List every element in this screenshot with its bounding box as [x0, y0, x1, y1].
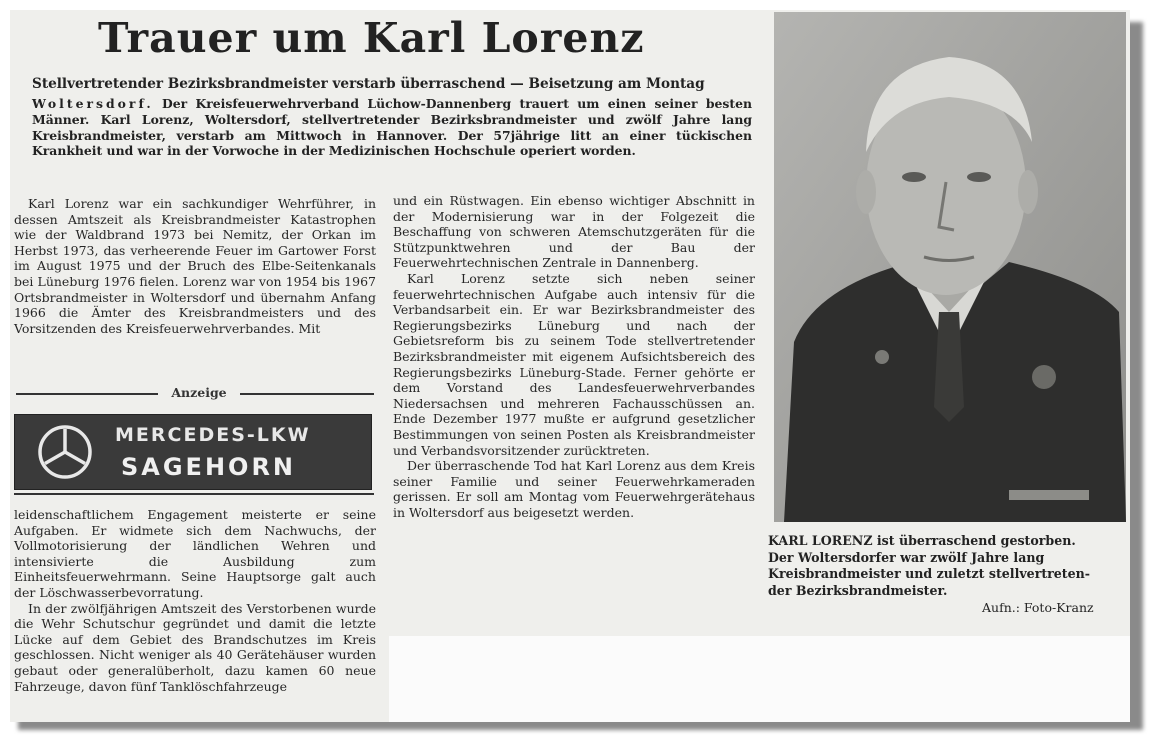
- divider: [14, 493, 374, 495]
- paragraph: In der zwölfjährigen Amtszeit des Verstorbenen wurde die Wehr Schutschur gegründet und damit die letzte Lücke auf dem Gebiet des Brandschutzes im Kreis geschlossen. Nicht weniger als 40 Gerätehäuser wurden gebaut oder generalüberholt, dazu kamen 60 neue Fahrzeuge, davon fünf Tanklöschfahrzeuge: [14, 600, 376, 694]
- divider: [16, 393, 158, 395]
- photo-caption: KARL LORENZ ist überraschend gestorben. Der Woltersdorfer war zwölf Jahre lang Kreisbrandmeister und zuletzt stellvertreten- der Bezirksbrandmeister.: [768, 533, 1091, 598]
- photo-credit: Aufn.: Foto-Kranz: [982, 600, 1094, 615]
- subheadline: Stellvertretender Bezirksbrandmeister verstarb überraschend — Beisetzung am Montag: [32, 76, 705, 92]
- paragraph: leidenschaftlichem Engagement meisterte er seine Aufgaben. Er widmete sich dem Nachwuchs, der Vollmotorisierung der ländlichen Wehren und intensivierte die Ausbildung zum Einheitsfeuerwehrmann. Seine Hauptsorge galt auch der Löschwasserbevorratung.: [14, 507, 376, 600]
- ad-label-line: [14, 385, 374, 403]
- advertisement-box: [14, 414, 372, 490]
- ad-line-2: SAGEHORN: [121, 453, 297, 481]
- lead-text: Der Kreisfeuerwehrverband Lüchow-Dannenberg trauert um einen seiner besten Männer. Karl Lorenz, Woltersdorf, stellvertretender Bezirksbrandmeister und zwölf Jahre lang Kreisbrandmeister, verstarb am Mittwoch in Hannover. Der 57jährige litt an einer tückischen Krankheit und war in der Vorwoche in der Medizinischen Hochschule operiert worden.: [32, 96, 752, 159]
- paragraph: Karl Lorenz war ein sachkundiger Wehrführer, in dessen Amtszeit als Kreisbrandmeister Katastrophen wie der Waldbrand 1973 bei Nemitz, der Orkan im Herbst 1973, das verheerende Feuer im Gartower Forst im August 1975 und der Bruch des Elbe-Seitenkanals bei Lüneburg 1976 fielen. Lorenz war von 1954 bis 1967 Ortsbrandmeister in Woltersdorf und übernahm Anfang 1966 die Ämter des Kreisbrandmeisters und des Vorsitzenden des Kreisfeuerwehrverbandes. Mit: [14, 196, 376, 336]
- divider: [240, 393, 374, 395]
- paragraph: und ein Rüstwagen. Ein ebenso wichtiger Abschnitt in der Modernisierung war in der Folgezeit die Beschaffung von schweren Atemschutzgeräten für die Stützpunktwehren und der Bau der Feuerwehrtechnischen Zentrale in Dannenberg.: [393, 193, 755, 271]
- newspaper-clipping: [10, 10, 1130, 722]
- lead-paragraph: [32, 96, 752, 159]
- column-1-bottom: [14, 507, 376, 694]
- paragraph: Karl Lorenz setzte sich neben seiner feuerwehrtechnischen Aufgabe auch intensiv für die Verbandsarbeit ein. Er war Bezirksbrandmeister des Regierungsbezirks Lüneburg und nach der Gebietsreform bis zu seinem Tode stellvertretender Bezirksbrandmeister mit eigenem Aufsichtsbereich des Regierungsbezirks Lüneburg-Stade. Ferner gehörte er dem Vorstand des Landesfeuerwehrverbandes Niedersachsen und mehreren Fachausschüssen an. Ende Dezember 1977 mußte er aufgrund gesetzlicher Bestimmungen von seinen Posten als Kreisbrandmeister und Verbandsvorsitzender zurücktreten.: [393, 270, 755, 458]
- ad-label: Anzeige: [171, 385, 227, 400]
- blank-area: [389, 636, 1130, 722]
- column-2: [393, 193, 755, 520]
- headline: Trauer um Karl Lorenz: [98, 14, 645, 62]
- mercedes-star-icon: [37, 424, 93, 480]
- paragraph: Der überraschende Tod hat Karl Lorenz aus dem Kreis seiner Familie und seiner Feuerwehrkameraden gerissen. Er soll am Montag vom Feuerwehrgerätehaus in Woltersdorf aus beigesetzt werden.: [393, 458, 755, 520]
- column-1-top: [14, 196, 376, 336]
- portrait-photo: [774, 12, 1126, 522]
- ad-line-1: MERCEDES-LKW: [115, 424, 311, 446]
- dateline: Woltersdorf.: [32, 96, 154, 111]
